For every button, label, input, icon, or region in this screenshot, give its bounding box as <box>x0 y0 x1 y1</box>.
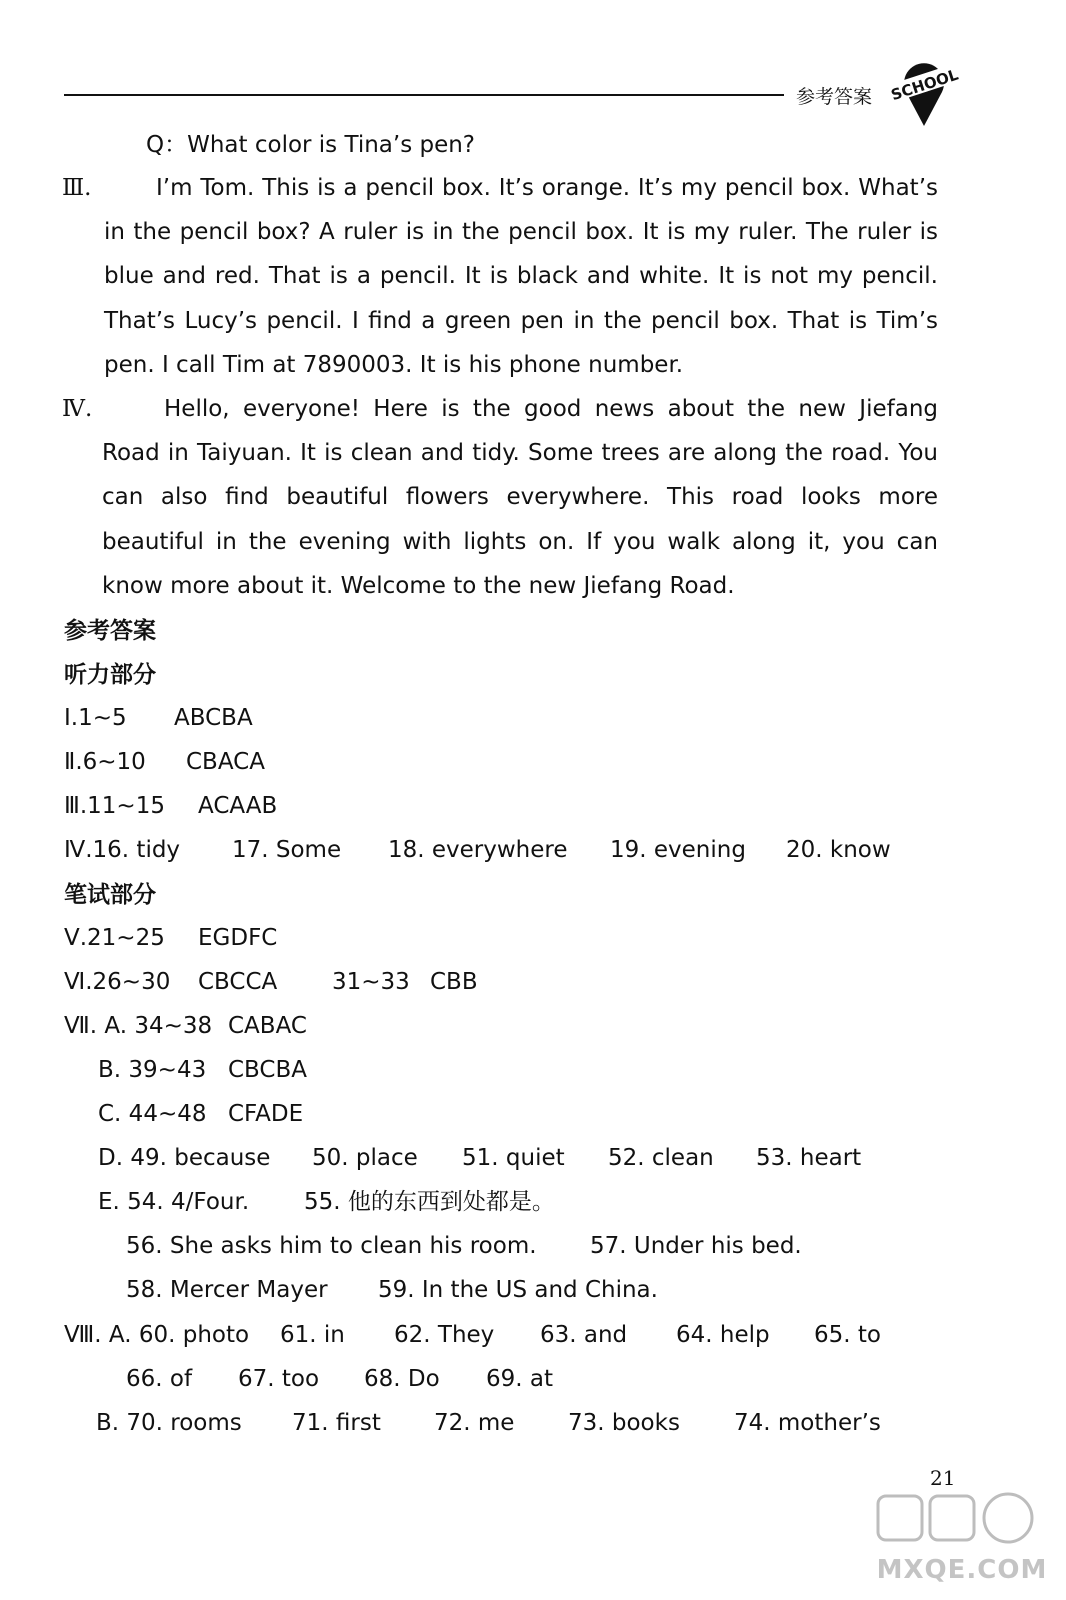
answer-item: 58. Mercer Mayer <box>126 1277 328 1303</box>
answer-value: CFADE <box>228 1101 304 1127</box>
answer-label: Ⅱ.6~10 <box>64 749 146 775</box>
answer-item: E. 54. 4/Four. <box>98 1189 250 1215</box>
section-3-number: Ⅲ. <box>62 175 92 201</box>
answer-label: Ⅶ. A. 34~38 <box>64 1013 213 1039</box>
answers-heading: 参考答案 <box>64 618 156 644</box>
answer-item: Ⅳ.16. tidy <box>64 837 181 863</box>
answer-value: ACAAB <box>198 793 278 819</box>
section-3-paragraph <box>62 166 938 387</box>
svg-text:SCHOOL: SCHOOL <box>888 65 961 105</box>
section-4-text: Hello, everyone! Here is the good news about the new Jiefang Road in Taiyuan. It is clean and tidy. Some trees are along the road. You can also find beautiful flowers everywhere. This road looks more beautiful in the evening with lights on. If you walk along it, you can know more about it. Welcome to the new Jiefang Road. <box>102 396 938 599</box>
answer-item: B. 70. rooms <box>96 1410 242 1436</box>
answer-label: Ⅲ.11~15 <box>64 793 165 819</box>
answer-label: Ⅴ.21~25 <box>64 925 165 951</box>
answer-value: CBCCA <box>198 969 278 995</box>
answer-item: 71. first <box>292 1410 381 1436</box>
answer-item: 50. place <box>312 1145 418 1171</box>
answer-label: Ⅰ.1~5 <box>64 705 127 731</box>
header-title: 参考答案 <box>796 86 873 108</box>
answer-item: Ⅷ. A. 60. photo <box>64 1322 250 1348</box>
answer-item: 51. quiet <box>462 1145 565 1171</box>
answer-value: CBCBA <box>228 1057 308 1083</box>
page-number: 21 <box>930 1466 956 1490</box>
answer-label: C. 44~48 <box>98 1101 207 1127</box>
answer-item: D. 49. because <box>98 1145 271 1171</box>
school-logo <box>884 62 964 128</box>
answer-item: 61. in <box>280 1322 345 1348</box>
answer-item: 72. me <box>434 1410 515 1436</box>
answer-label: B. 39~43 <box>98 1057 207 1083</box>
watermark-logo <box>872 1488 1052 1588</box>
section-4-paragraph <box>62 387 938 608</box>
section-4-number: Ⅳ. <box>62 396 93 422</box>
listening-heading: 听力部分 <box>64 662 156 688</box>
answer-item: 66. of <box>126 1366 193 1392</box>
answer-label: Ⅵ.26~30 <box>64 969 171 995</box>
answer-value: EGDFC <box>198 925 278 951</box>
question-line: Q：What color is Tina’s pen? <box>146 132 476 158</box>
answer-item: 55. 他的东西到处都是。 <box>304 1189 555 1215</box>
answer-item: 65. to <box>814 1322 881 1348</box>
answer-item: 57. Under his bed. <box>590 1233 802 1259</box>
answer-item: 62. They <box>394 1322 495 1348</box>
answer-item: 20. know <box>786 837 891 863</box>
svg-text:MXQE.COM: MXQE.COM <box>876 1555 1048 1585</box>
answer-value: CBACA <box>186 749 265 775</box>
answer-item: 74. mother’s <box>734 1410 881 1436</box>
answer-item: 56. She asks him to clean his room. <box>126 1233 537 1259</box>
answer-item: 69. at <box>486 1366 554 1392</box>
answer-item: 18. everywhere <box>388 837 568 863</box>
answer-label: 31~33 <box>332 969 410 995</box>
header-rule <box>64 94 784 96</box>
answer-item: 73. books <box>568 1410 680 1436</box>
answer-item: 52. clean <box>608 1145 714 1171</box>
answer-item: 64. help <box>676 1322 770 1348</box>
answer-value: CABAC <box>228 1013 307 1039</box>
section-3-text: I’m Tom. This is a pencil box. It’s orange. It’s my pencil box. What’s in the pencil box? A ruler is in the pencil box. It is my ruler. The ruler is blue and red. That is a pencil. It is black and white. It is not my pencil. That’s Lucy’s pencil. I find a green pen in the pencil box. That is Tim’s pen. I call Tim at 7890003. It is his phone number. <box>104 175 938 378</box>
answer-item: 63. and <box>540 1322 628 1348</box>
answer-item: 67. too <box>238 1366 320 1392</box>
writing-heading: 笔试部分 <box>64 882 156 908</box>
answer-item: 53. heart <box>756 1145 862 1171</box>
answer-item: 17. Some <box>232 837 342 863</box>
answer-value: ABCBA <box>174 705 253 731</box>
answer-item: 59. In the US and China. <box>378 1277 658 1303</box>
answer-value: CBB <box>430 969 478 995</box>
answer-item: 68. Do <box>364 1366 440 1392</box>
answer-item: 19. evening <box>610 837 746 863</box>
